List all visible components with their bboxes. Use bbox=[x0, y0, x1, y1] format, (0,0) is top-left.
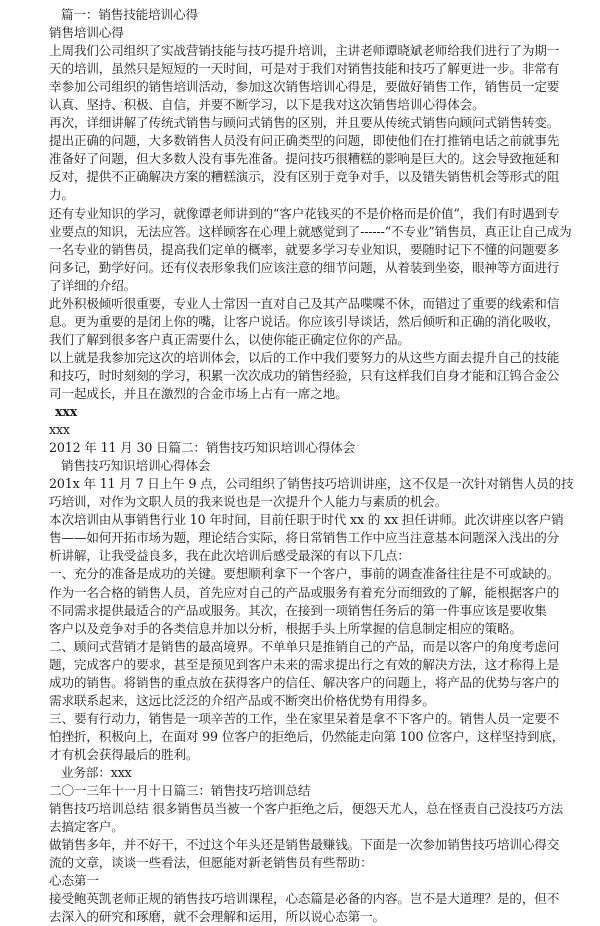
department-signature: 业务部：xxx bbox=[61, 764, 132, 780]
author-signature: xxx bbox=[49, 422, 70, 438]
document-page bbox=[49, 6, 577, 926]
text-line: 再次，详细讲解了传统式销售与顾问式销售的区别，并且要从传统式销售向顾问式销售转变。 bbox=[49, 115, 560, 131]
text-line: 去深入的研究和琢磨，就不会理解和运用，所以说心态第一。 bbox=[49, 909, 385, 925]
text-line: 不同需求提供最适合的产品或服务。其次，在接到一项销售任务后的第一件事应该是要收集 bbox=[49, 602, 547, 618]
text-line: 司一起成长，并且在激烈的合金市场上占有一席之地。 bbox=[49, 385, 348, 401]
date-and-section-heading-2: 2012 年 11 月 30 日篇二：销售技巧知识培训心得体会 bbox=[49, 440, 356, 456]
text-line: 了详细的介绍。 bbox=[49, 277, 137, 293]
date-and-section-heading-3: 二〇一三年十一月十日篇三：销售技巧培训总结 bbox=[49, 783, 311, 799]
text-line: 反对，提供不正确解决方案的糟糕演示，没有区别于竞争对手，以及错失销售机会等形式的阻 bbox=[49, 169, 560, 185]
text-line: 201x 年 11 月 7 日上午 9 点，公司组织了销售技巧培训讲座，这不仅是一次针对销售人员的技 bbox=[49, 476, 574, 492]
text-line: 我们了解到很多客户真正需要什么，以使你能正确定位你的产品。 bbox=[49, 331, 410, 347]
text-line: 三、要有行动力，销售是一项辛苦的工作，坐在家里呆着是拿不下客户的。销售人员一定要不 bbox=[49, 710, 560, 726]
text-line: 析讲解，让我受益良多，我在此次培训后感受最深的有以下几点： bbox=[49, 548, 410, 564]
text-line: 接受鲍英凯老师正规的销售技巧培训课程，心态篇是必备的内容。岂不是大道理？是的，但不 bbox=[49, 891, 560, 907]
text-line: 此外积极倾听很重要，专业人士常因一直对自己及其产品喋喋不休，而错过了重要的线索和信 bbox=[49, 295, 560, 311]
text-line: 和技巧，时时刻刻的学习，积累一次次成功的销售经验，只有这样我们自身才能和江钨合金公 bbox=[49, 367, 560, 383]
doc-subtitle-1: 销售培训心得 bbox=[49, 25, 124, 41]
text-line: 售——如何开拓市场为题，理论结合实际，将日常销售工作中应当注意基本问题深入浅出的分 bbox=[49, 530, 560, 546]
text-line: 提出正确的问题，大多数销售人员没有问正确类型的问题，即使他们在打推销电话之前就事先 bbox=[49, 133, 560, 149]
sub-heading: 心态第一 bbox=[49, 873, 99, 889]
text-line: 还有专业知识的学习，就像谭老师讲到的“客户花钱买的不是价格而是价值”，我们有时遇到专 bbox=[49, 205, 560, 221]
doc-subtitle-2: 销售技巧知识培训心得体会 bbox=[61, 458, 211, 474]
text-line: 上周我们公司组织了实战营销技能与技巧提升培训，主讲老师谭晓斌老师给我们进行了为期一 bbox=[49, 43, 560, 59]
text-line: 成功的销售。将销售的重点放在获得客户的信任、解决客户的问题上，将产品的优势与客户的 bbox=[49, 674, 560, 690]
text-line: 销售技巧培训总结 很多销售员当被一个客户拒绝之后，便怨天尤人，总在怪责自己没技巧方法 bbox=[49, 801, 564, 817]
text-line: 本次培训由从事销售行业 10 年时间，目前任职于时代 xx 的 xx 担任讲师。此次讲座以客户销 bbox=[49, 512, 564, 528]
text-line: 问多记，勤学好问。还有仪表形象我们应该注意的细节问题，从着装到坐姿，眼神等方面进行 bbox=[49, 259, 560, 275]
text-line: 以上就是我参加完这次的培训体会，以后的工作中我们要努力的从这些方面去提升自己的技能 bbox=[49, 349, 560, 365]
text-line: 作为一名合格的销售人员，首先应对自己的产品或服务有着充分而细致的了解，能根据客户的 bbox=[49, 584, 560, 600]
text-line: 怕挫折，积极向上，在面对 99 位客户的拒绝后，仍然能走向第 100 位客户，这样坚持到底， bbox=[49, 728, 565, 744]
text-line: 认真、坚持、积极、自信，并要不断学习，以下是我对这次销售培训心得体会。 bbox=[49, 97, 485, 113]
text-line: 息。更为重要的是闭上你的嘴，让客户说话。你应该引导谈话，然后倾听和正确的消化吸收， bbox=[49, 313, 560, 329]
text-line: 一名专业的销售员，提高我们定单的概率，就要多学习专业知识，要随时记下不懂的问题要多 bbox=[49, 241, 560, 257]
text-line: 力。 bbox=[49, 187, 74, 203]
text-line: 准备好了问题，但大多数人没有事先准备。提问技巧很糟糕的影响是巨大的。这会导致拖延和 bbox=[49, 151, 560, 167]
section-heading-1: 篇一：销售技能培训心得 bbox=[61, 7, 198, 22]
text-line: 巧培训，对作为文职人员的我来说也是一次提升个人能力与素质的机会。 bbox=[49, 494, 448, 510]
text-line: 流的文章，谈谈一些看法，但愿能对新老销售员有些帮助： bbox=[49, 855, 373, 871]
text-line: 去搞定客户。 bbox=[49, 819, 124, 835]
text-line: 题，完成客户的要求，甚至是预见到客户未来的需求提出行之有效的解决方法，这才称得上是 bbox=[49, 656, 560, 672]
text-line: 需求联系起来，这远比泛泛的介绍产品或不断突出价格优势有用得多。 bbox=[49, 692, 435, 708]
text-line: 一、充分的准备是成功的关键。要想顺利拿下一个客户，事前的调查准备往往是不可或缺的。 bbox=[49, 566, 560, 582]
text-line: 做销售多年，并不好干，不过这个年头还是销售最赚钱。下面是一次参加销售技巧培训心得交 bbox=[49, 837, 560, 853]
author-signature: xxx bbox=[55, 404, 78, 420]
text-line: 天的培训，虽然只是短短的一天时间，可是对于我们对销售技能和技巧了解更进一步。非常有 bbox=[49, 61, 560, 77]
text-line: 才有机会获得最后的胜利。 bbox=[49, 746, 199, 762]
text-line: 幸参加公司组织的销售培训活动，参加这次销售培训心得是，要做好销售工作，销售员一定要 bbox=[49, 79, 560, 95]
text-line: 业要点的知识，无法应答。这样顾客在心理上就感觉到了------“不专业”销售员，真正让自己成为 bbox=[49, 223, 572, 239]
text-line: 客户以及竞争对手的各类信息并加以分析，根据手头上所掌握的信息制定相应的策略。 bbox=[49, 620, 522, 636]
text-line: 二、顾问式营销才是销售的最高境界。不单单只是推销自己的产品，而是以客户的角度考虑问 bbox=[49, 638, 560, 654]
